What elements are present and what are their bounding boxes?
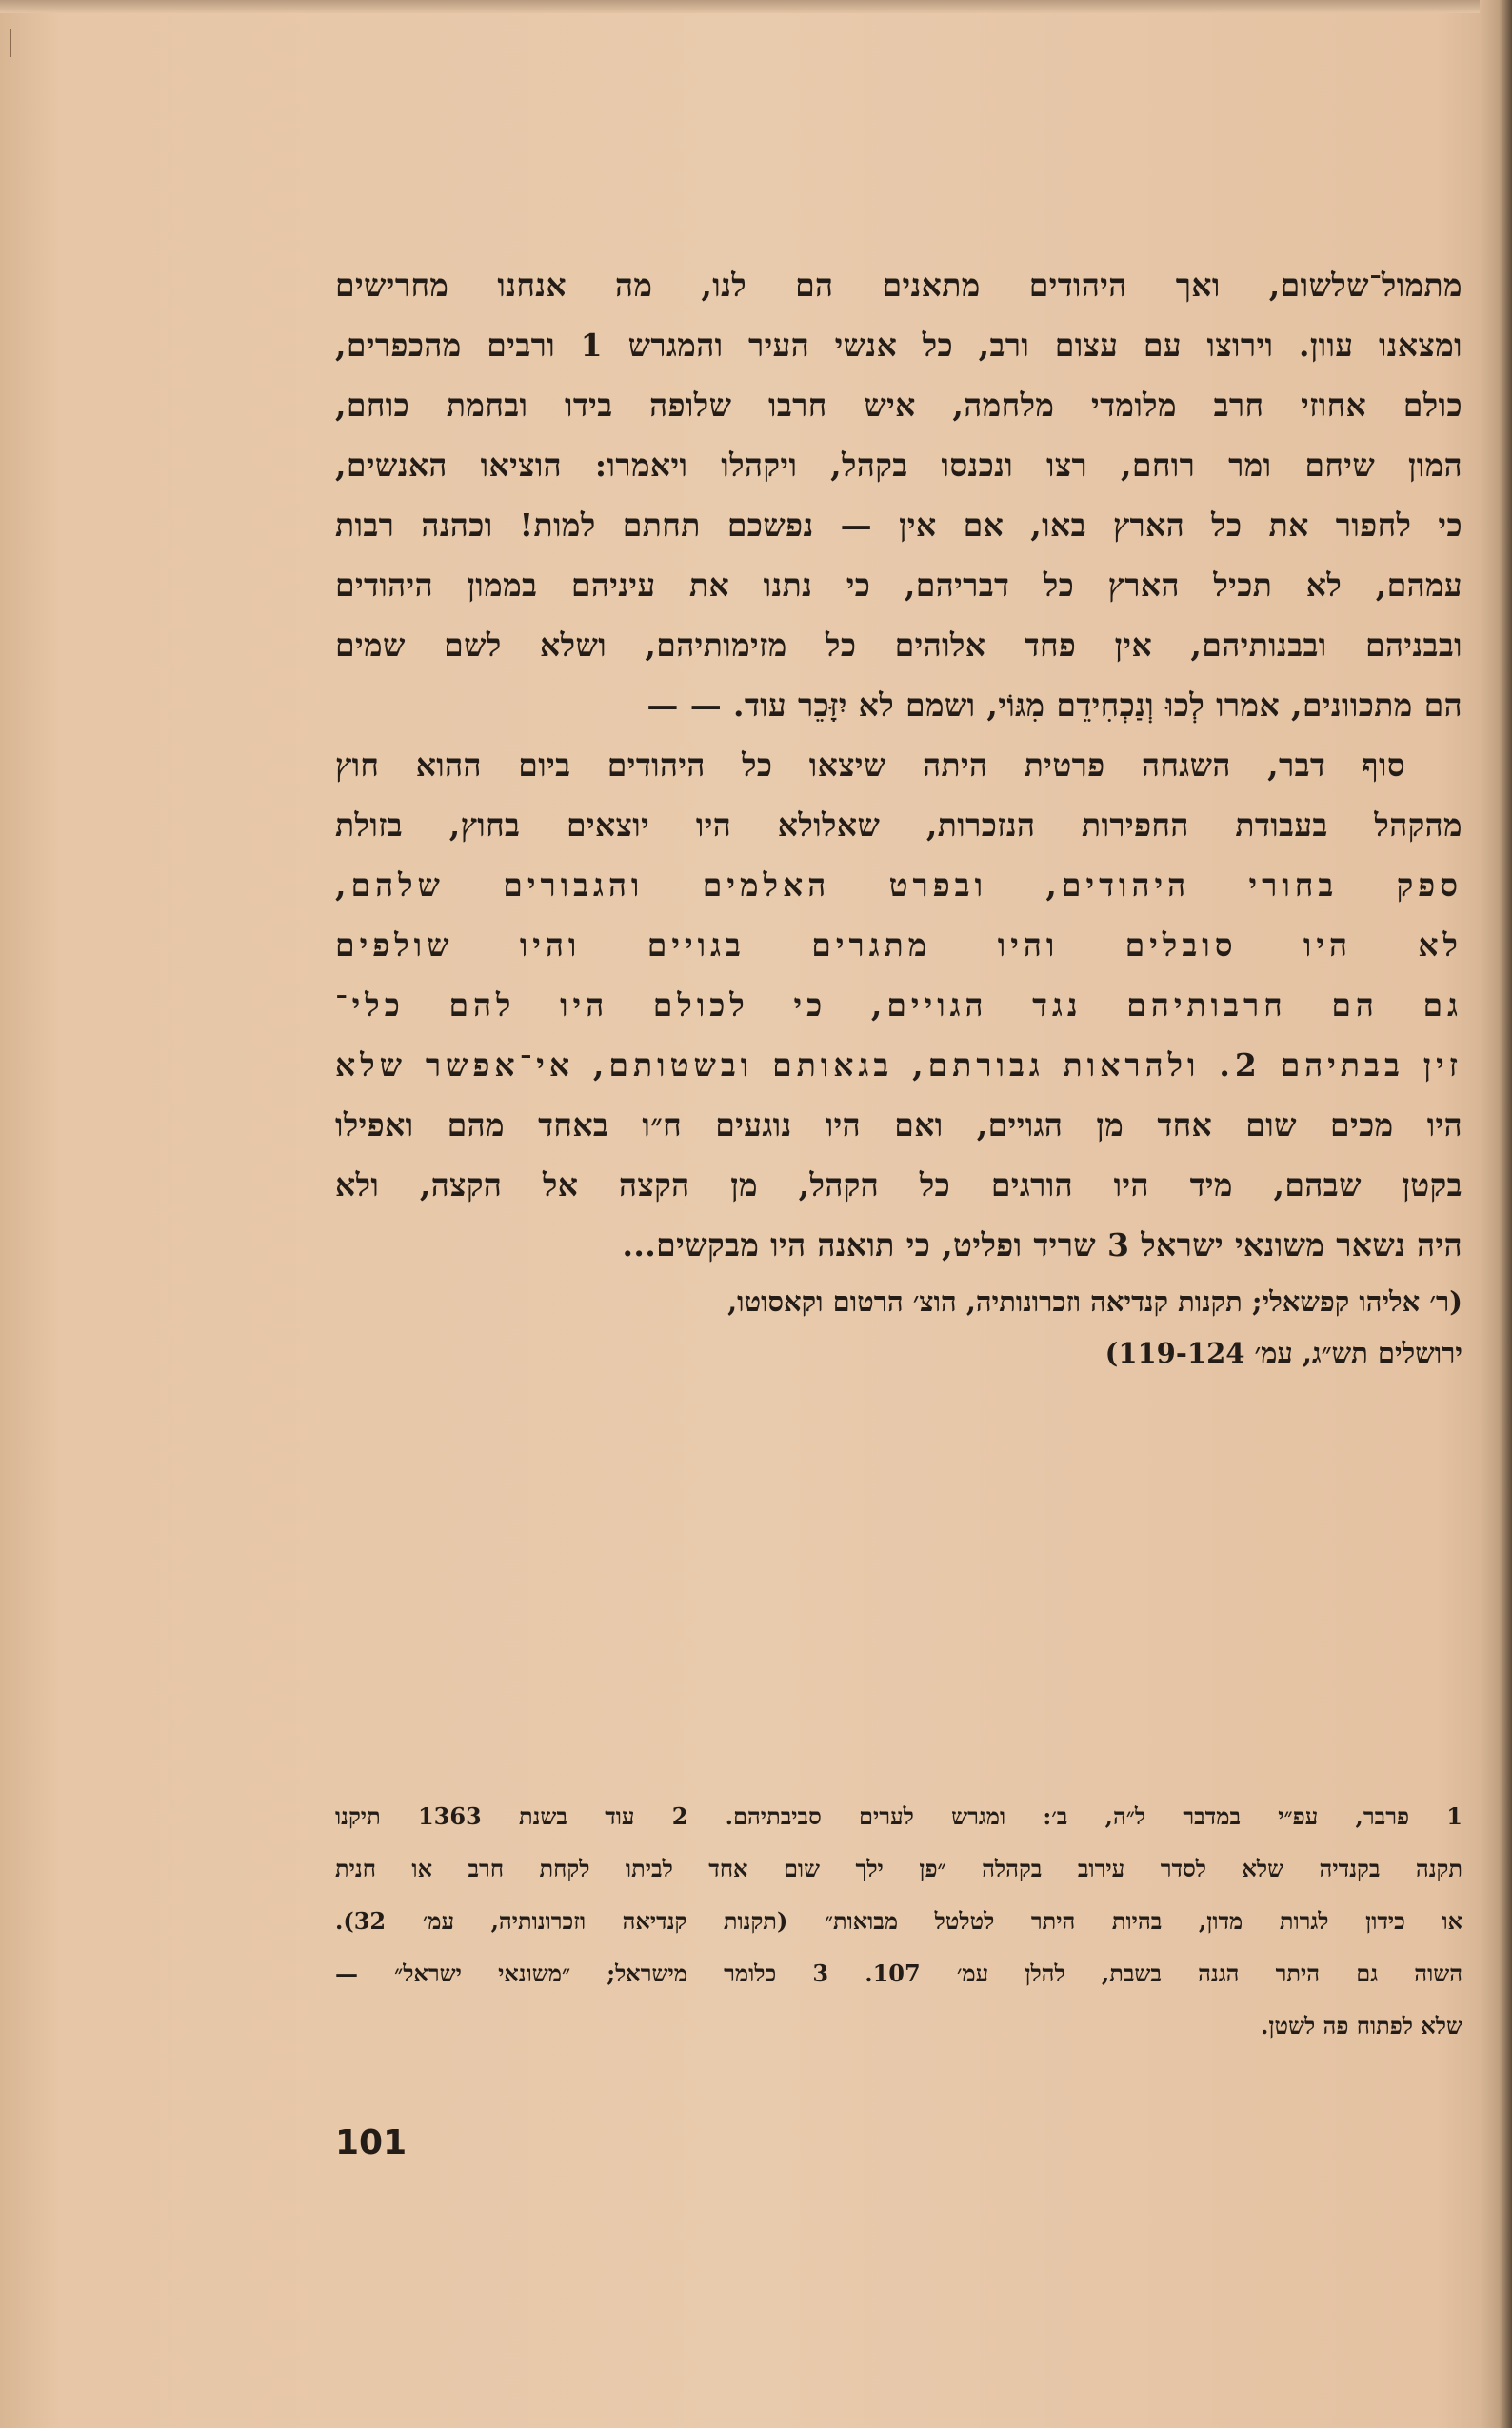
footnote-line: תקנה בקנדיה שלא לסדר עירוב בקהלה ״פן ילך שום אחד לביתו לקחת חרב או חנית: [335, 1855, 1462, 1882]
text-line: סוף דבר, השגחה פרטית היתה שיצאו כל היהודים ביום ההוא חוץ: [335, 746, 1405, 784]
text-line: ספק בחורי היהודים, ובפרט האלמים והגבורים שלהם,: [335, 866, 1462, 904]
footnotes: [335, 1790, 1462, 2052]
text-line: עמהם, לא תכיל הארץ כל דבריהם, כי נתנו את עיניהם בממון היהודים: [335, 567, 1462, 604]
footnote-line: שלא לפתוח פה לשטן.: [1260, 2012, 1462, 2040]
page-top-edge: [0, 0, 1512, 13]
text-line: ומצאנו עוון. וירוצו עם עצום ורב, כל אנשי העיר והמגרש 1 ורבים מהכפרים,: [335, 327, 1462, 364]
text-line: זין בבתיהם 2. ולהראות גבורתם, בגאותם ובשטותם, אי־אפשר שלא: [335, 1046, 1463, 1084]
page-number: 101: [335, 2123, 408, 2162]
text-line: לא היו סובלים והיו מתגרים בגויים והיו שולפים: [335, 926, 1462, 964]
citation-line: (ר׳ אליהו קפשאלי; תקנות קנדיאה וזכרונותיה, הוצ׳ הרטום וקאסוטו,: [727, 1285, 1462, 1318]
text-line: כולם אחוזי חרב מלומדי מלחמה, איש חרבו שלופה בידו ובחמת כוחם,: [335, 387, 1462, 424]
text-line: המון שיחם ומר רוחם, רצו ונכנסו בקהל, ויקהלו ויאמרו: הוציאו האנשים,: [335, 447, 1462, 484]
citation-line: ירושלים תש״ג, עמ׳ 119-124): [1104, 1337, 1462, 1369]
text-line: גם הם חרבותיהם נגד הגויים, כי לכולם היו להם כלי־: [335, 986, 1462, 1024]
footnote-line: השוה גם היתר הגנה בשבת, להלן עמ׳ 107. 3 כלומר מישראל; ״משונאי ישראל״ —: [335, 1960, 1463, 1987]
text-line: היו מכים שום אחד מן הגויים, ואם היו נוגעים ח״ו באחד מהם ואפילו: [335, 1106, 1462, 1144]
page-fold-mark: [10, 29, 11, 57]
book-spine: [1480, 0, 1512, 2428]
text-line: כי לחפור את כל הארץ באו, אם אין — נפשכם תחתם למות! וכהנה רבות: [335, 507, 1462, 544]
text-line: הם מתכוונים, אמרו לְכוּ וְנַכְחִידֵם מִגּוֹי, ושמם לא יִזָּכֵר עוד. — —: [647, 687, 1462, 724]
text-line: מהקהל בעבודת החפירות הנזכרות, שאלולא היו יוצאים בחוץ, בזולת: [335, 806, 1462, 844]
footnote-line: או כידון לגרות מדון, בהיות היתר לטלטל מבואות״ (תקנות קנדיאה וזכרונותיה, עמ׳ 32).: [335, 1907, 1462, 1935]
footnote-line: 1 פרבר, עפ״י במדבר ל״ה, ב׳: ומגרש לערים סביבתיהם. 2 עוד בשנת 1363 תיקנו: [335, 1802, 1462, 1830]
text-line: מתמול־שלשום, ואך היהודים מתאנים הם לנו, מה אנחנו מחרישים: [335, 267, 1462, 304]
text-line: היה נשאר משונאי ישראל 3 שריד ופליט, כי תואנה היו מבקשים...: [622, 1226, 1462, 1264]
source-citation: [335, 1276, 1462, 1379]
main-text: [335, 255, 1462, 1275]
text-line: בקטן שבהם, מיד היו הורגים כל הקהל, מן הקצה אל הקצה, ולא: [335, 1166, 1462, 1204]
text-line: ובבניהם ובבנותיהם, אין פחד אלוהים כל מזימותיהם, ושלא לשם שמים: [335, 627, 1462, 664]
